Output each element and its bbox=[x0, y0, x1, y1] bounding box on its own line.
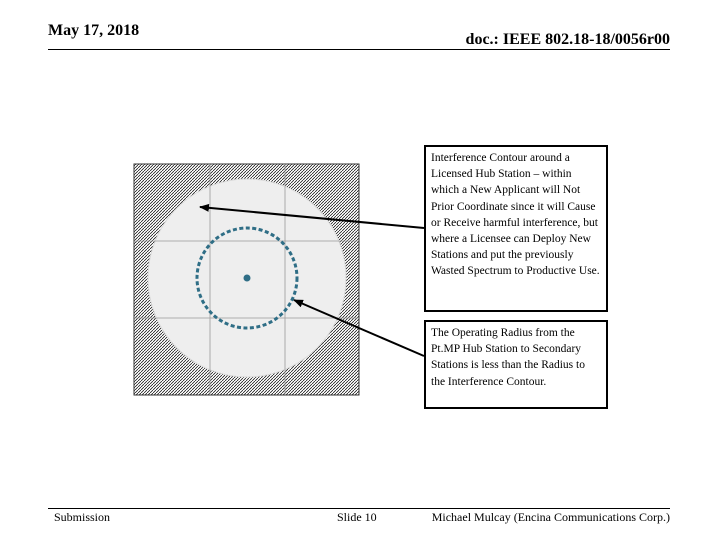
header-date: May 17, 2018 bbox=[48, 22, 140, 39]
operating-radius-callout: The Operating Radius from the Pt.MP Hub Station to Secondary Stations is less than the Radius to the Interference Contour. bbox=[424, 320, 608, 409]
footer-author: Michael Mulcay (Encina Communications Corp.) bbox=[431, 510, 670, 524]
footer-submission: Submission bbox=[54, 510, 111, 524]
header-doc-id: doc.: IEEE 802.18-18/0056r00 bbox=[465, 31, 670, 48]
interference-contour-callout: Interference Contour around a Licensed Hub Station – within which a New Applicant will Not Prior Coordinate since it will Cause or Receive harmful interference, but where a Licensee can Deploy New Stations and put the previously Wasted Spectrum to Productive Use. bbox=[424, 145, 608, 312]
footer-slide-number: Slide 10 bbox=[337, 510, 377, 524]
hub-station-marker bbox=[244, 275, 251, 282]
footer-divider bbox=[48, 508, 670, 509]
